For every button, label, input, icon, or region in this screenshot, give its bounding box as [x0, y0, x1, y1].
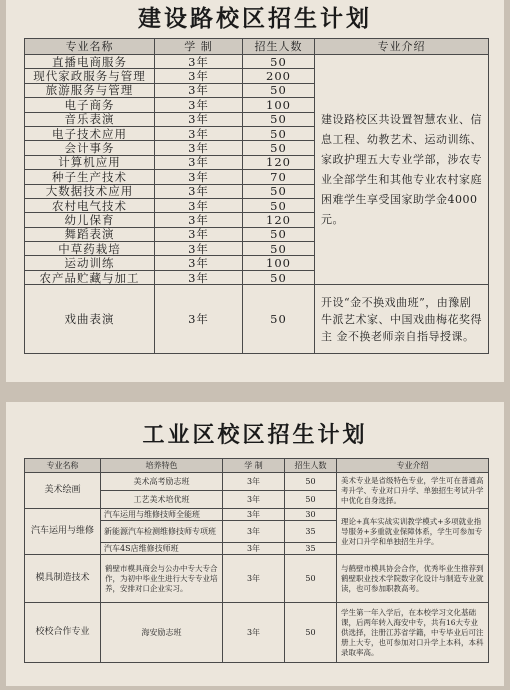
cell-feature: 新能源汽车检测维修技师专项班 — [101, 521, 223, 543]
cell-years: 3年 — [223, 543, 285, 555]
section-title: 建设路校区招生计划 — [138, 6, 372, 32]
cell-count: 50 — [243, 198, 315, 212]
cell-count: 50 — [243, 227, 315, 241]
cell-major: 计算机应用 — [25, 155, 155, 169]
cell-major: 音乐表演 — [25, 112, 155, 126]
cell-intro: 与鹤壁市模具协会合作，优秀毕业生推荐到鹤壁职业技术学院数字化设计与制造专业就读，也可参加职教高考。 — [337, 555, 489, 603]
header-feature: 培养特色 — [101, 459, 223, 473]
cell-count: 120 — [243, 155, 315, 169]
table-row — [25, 603, 489, 663]
cell-major: 校校合作专业 — [25, 603, 101, 663]
cell-intro: 学生第一年入学后，在本校学习文化基础课，后两年转入海安中专，共有16大专业供选择，注册江苏省学籍，中专毕业后可注册上大专，也可参加对口升学上本科，本科录取率高。 — [337, 603, 489, 663]
cell-years: 3年 — [155, 155, 243, 169]
cell-major: 大数据技术应用 — [25, 184, 155, 198]
header-intro: 专业介绍 — [337, 459, 489, 473]
cell-major: 运动训练 — [25, 256, 155, 270]
cell-intro: 理论+真车实战实训教学模式+多项就业指导服务+多重就业保障体系，学生可参加专业对口升学和单独招生升学。 — [337, 509, 489, 555]
cell-years: 3年 — [155, 227, 243, 241]
cell-years: 3年 — [155, 69, 243, 83]
cell-count: 50 — [243, 112, 315, 126]
cell-major: 汽车运用与维修 — [25, 509, 101, 555]
table-row — [25, 55, 489, 69]
cell-feature: 工艺美术培优班 — [101, 491, 223, 509]
cell-count: 50 — [243, 270, 315, 284]
cell-years: 3年 — [223, 509, 285, 521]
header-intro: 专业介绍 — [315, 39, 489, 55]
cell-count: 50 — [243, 83, 315, 97]
cell-major: 电子商务 — [25, 98, 155, 112]
cell-years: 3年 — [155, 285, 243, 354]
cell-major: 农村电气技术 — [25, 198, 155, 212]
enrollment-table-gongyequ — [24, 458, 489, 663]
cell-years: 3年 — [223, 521, 285, 543]
cell-count: 50 — [243, 55, 315, 69]
cell-count: 50 — [285, 555, 337, 603]
panel-gongyequ — [6, 402, 504, 686]
cell-major: 中草药栽培 — [25, 242, 155, 256]
cell-years: 3年 — [155, 256, 243, 270]
cell-count: 35 — [285, 543, 337, 555]
cell-years: 3年 — [155, 141, 243, 155]
cell-count: 50 — [285, 603, 337, 663]
cell-years: 3年 — [155, 126, 243, 140]
header-count: 招生人数 — [285, 459, 337, 473]
cell-count: 50 — [285, 473, 337, 491]
table-header-row — [25, 459, 489, 473]
section-title: 工业区校区招生计划 — [142, 423, 368, 448]
cell-feature: 美术高考励志班 — [101, 473, 223, 491]
header-count: 招生人数 — [243, 39, 315, 55]
cell-feature: 汽车运用与维修技师全能班 — [101, 509, 223, 521]
cell-major: 种子生产技术 — [25, 170, 155, 184]
cell-count: 200 — [243, 69, 315, 83]
header-years: 学 制 — [223, 459, 285, 473]
cell-years: 3年 — [223, 491, 285, 509]
cell-major: 美术绘画 — [25, 473, 101, 509]
cell-years: 3年 — [155, 98, 243, 112]
table-header-row — [25, 39, 489, 55]
cell-major: 旅游服务与管理 — [25, 83, 155, 97]
cell-count: 35 — [285, 521, 337, 543]
cell-major: 电子技术应用 — [25, 126, 155, 140]
cell-count: 50 — [243, 285, 315, 354]
cell-intro: 建设路校区共设置智慧农业、信息工程、幼教艺术、运动训练、家政护理五大专业学部，涉农专业全部学生和其他专业农村家庭困难学生享受国家助学金4000元。 — [315, 55, 489, 285]
cell-major: 农产品贮藏与加工 — [25, 270, 155, 284]
cell-major: 现代家政服务与管理 — [25, 69, 155, 83]
enrollment-table-jianshelu — [24, 38, 489, 354]
cell-count: 50 — [243, 242, 315, 256]
cell-years: 3年 — [223, 473, 285, 491]
cell-feature: 鹤壁市模具商会与公办中专大专合作，为初中毕业生进行大专专业培养，安排对口企业实习。 — [101, 555, 223, 603]
cell-count: 50 — [243, 141, 315, 155]
cell-count: 30 — [285, 509, 337, 521]
cell-years: 3年 — [155, 112, 243, 126]
cell-years: 3年 — [155, 55, 243, 69]
cell-count: 50 — [285, 491, 337, 509]
cell-count: 50 — [243, 184, 315, 198]
cell-count: 70 — [243, 170, 315, 184]
cell-feature: 海安励志班 — [101, 603, 223, 663]
panel-jianshelu — [6, 0, 504, 382]
cell-count: 120 — [243, 213, 315, 227]
cell-count: 100 — [243, 98, 315, 112]
cell-feature: 汽车4S店维修技师班 — [101, 543, 223, 555]
cell-years: 3年 — [155, 184, 243, 198]
table-row — [25, 555, 489, 603]
table-row — [25, 509, 489, 521]
cell-count: 50 — [243, 126, 315, 140]
cell-major: 会计事务 — [25, 141, 155, 155]
cell-intro: 美术专业是省级特色专业，学生可在普通高考升学、专业对口升学、单独招生考试升学中优化自身选择。 — [337, 473, 489, 509]
cell-years: 3年 — [155, 170, 243, 184]
header-major: 专业名称 — [25, 39, 155, 55]
cell-years: 3年 — [155, 270, 243, 284]
cell-count: 100 — [243, 256, 315, 270]
cell-major: 幼儿保育 — [25, 213, 155, 227]
header-major: 专业名称 — [25, 459, 101, 473]
header-years: 学 制 — [155, 39, 243, 55]
table-row-opera — [25, 285, 489, 354]
cell-years: 3年 — [155, 83, 243, 97]
cell-years: 3年 — [155, 242, 243, 256]
cell-years: 3年 — [155, 213, 243, 227]
cell-years: 3年 — [155, 198, 243, 212]
cell-intro: 开设“金不换戏曲班”，由豫剧牛派艺术家、中国戏曲梅花奖得主 金不换老师亲自指导授课。 — [315, 285, 489, 354]
cell-major: 戏曲表演 — [25, 285, 155, 354]
cell-major: 模具制造技术 — [25, 555, 101, 603]
table-row — [25, 473, 489, 491]
cell-major: 舞蹈表演 — [25, 227, 155, 241]
cell-years: 3年 — [223, 603, 285, 663]
cell-years: 3年 — [223, 555, 285, 603]
cell-major: 直播电商服务 — [25, 55, 155, 69]
